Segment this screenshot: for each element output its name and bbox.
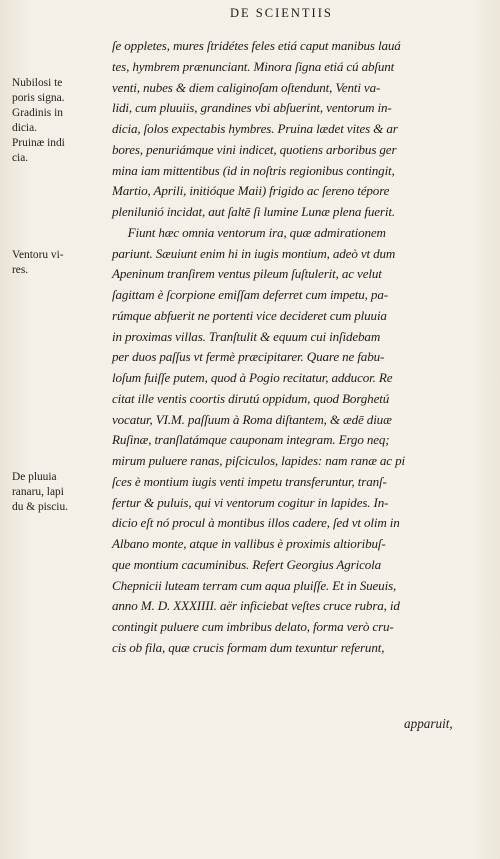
text-line: ſagittam è ſcorpione emiſſam deferret cum impetu, pa- bbox=[112, 287, 388, 302]
margin-note-line: Ventoru vi- bbox=[12, 249, 64, 261]
text-line: venti, nubes & diem caliginoſam oſtendunt, Venti va- bbox=[112, 79, 381, 95]
text-line: Chepnicii luteam terram cum aqua pluiſſe. Et in Sueuis, bbox=[112, 577, 397, 593]
text-line: per duos paſſus vt fermè præcipitarer. Quare ne fabu- bbox=[112, 349, 385, 365]
text-line: dicio eſt nó procul à montibus illos cadere, ſed vt olim in bbox=[112, 515, 400, 531]
text-line: rúmque abfuerit ne portenti vice decideret cum pluuia bbox=[112, 307, 387, 323]
text-line: tes, hymbrem prænunciant. Minora ſigna etiá cú abſunt bbox=[112, 58, 395, 74]
margin-note-line: du & pisciu. bbox=[12, 501, 69, 513]
text-line: mina iam mittentibus (id in noſtris regionibus contingit, bbox=[112, 162, 395, 178]
margin-note-line: cia. bbox=[12, 152, 29, 164]
text-line: ſces è montium iugis venti impetu transferuntur, tranſ- bbox=[112, 473, 387, 489]
margin-note-line: Nubilosi te bbox=[12, 77, 63, 89]
text-line: plenilunió incidat, aut ſaltē ſi lumine Lunæ plena fuerit. bbox=[112, 204, 395, 219]
margin-note-pluvia bbox=[12, 470, 118, 515]
text-line: cis ob fila, quæ crucis formam dum texuntur referunt, bbox=[112, 639, 385, 655]
margin-note-line: Pruinæ indi bbox=[12, 137, 65, 149]
text-line: fertur & puluis, qui vi ventorum cogitur in lapides. In- bbox=[112, 494, 389, 510]
margin-note-line: Gradinis in bbox=[12, 107, 63, 119]
text-line: ſe oppletes, mures ſtridétes feles etiá caput manibus lauá bbox=[112, 38, 401, 53]
running-head: DE SCIENTIIS bbox=[230, 6, 333, 20]
text-line: que montium cacuminibus. Refert Georgius Agricola bbox=[112, 556, 382, 572]
text-line: contingit puluere cum imbribus delato, forma verò cru- bbox=[112, 619, 394, 634]
text-line: mirum puluere ranas, piſciculos, lapides: nam ranæ ac pi bbox=[112, 453, 405, 468]
text-line: bores, penuriámque vini indicet, quotiens arboribus ger bbox=[112, 141, 397, 157]
margin-note-ventorum bbox=[12, 248, 118, 278]
text-line: lidi, cum pluuiis, grandines vbi abſuerint, ventorum in- bbox=[112, 100, 392, 116]
margin-note-line: ranaru, lapi bbox=[12, 486, 64, 498]
margin-note-line: res. bbox=[12, 264, 29, 276]
text-line: Martio, Aprili, initióque Maii) frigido ac ſereno tépore bbox=[112, 183, 390, 199]
text-line: dicia, ſolos expectabis hymbres. Pruina lædet vites & ar bbox=[112, 121, 398, 136]
catchword: apparuit, bbox=[404, 716, 453, 731]
text-line: anno M. D. XXXIIII. aër inficiebat veſtes cruce rubra, id bbox=[112, 598, 400, 614]
text-line: in proximas villas. Tranſtulit & equum cui inſidebam bbox=[112, 328, 381, 344]
text-line: Ruſinæ, tranſlatámque cauponam integram. Ergo neq; bbox=[112, 432, 390, 448]
text-line: vocatur, VI.M. paſſuum à Roma diſtantem, & ædē diuæ bbox=[112, 411, 392, 427]
body-text bbox=[112, 36, 484, 659]
text-line: Apeninum tranſirem ventus pileum ſuſtulerit, ac velut bbox=[112, 266, 382, 282]
text-line: pariunt. Sæuiunt enim hi in iugis montium, adeò vt dum bbox=[112, 245, 396, 261]
margin-note-nubilosi bbox=[12, 76, 118, 166]
text-line: citat ille ventis coortis dirutú oppidum, quod Borghetú bbox=[112, 390, 390, 406]
margin-note-line: De pluuia bbox=[12, 471, 57, 483]
text-line: Fiunt hæc omnia ventorum ira, quæ admirationem bbox=[112, 224, 386, 240]
margin-note-line: poris signa. bbox=[12, 92, 65, 104]
text-line: Albano monte, atque in vallibus è proximis altioribuſ- bbox=[112, 536, 386, 551]
text-line: loſum fuiſſe putem, quod à Pogio recitatur, adducor. Re bbox=[112, 370, 393, 385]
margin-note-line: dicia. bbox=[12, 122, 37, 134]
